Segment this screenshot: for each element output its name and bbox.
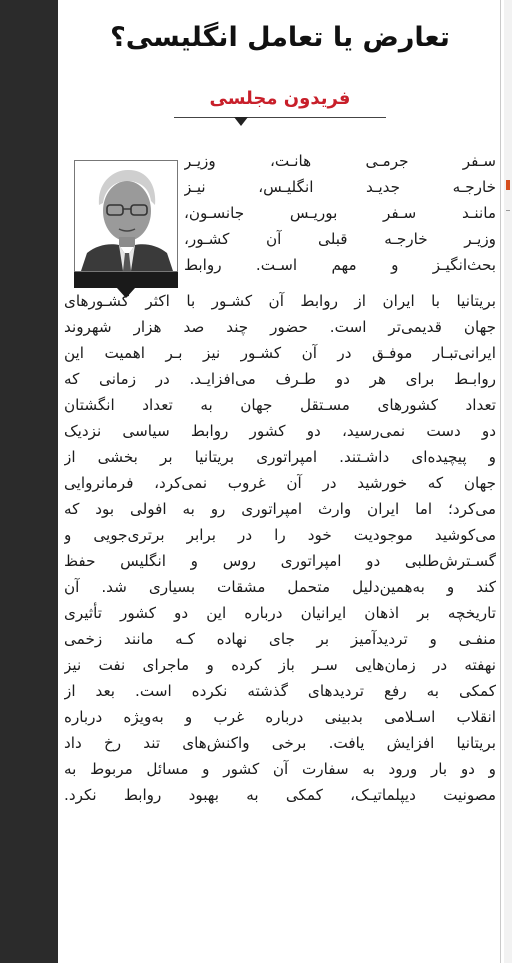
article — [64, 0, 496, 963]
article-line: منفـی و تردیدآمیز بر جای نهاده کـه مانند زخمی — [64, 630, 496, 648]
article-line: می‌کوشید موجودیت خود را در برابر برتری‌جویی و — [64, 526, 496, 544]
author-pointer-icon — [234, 117, 248, 126]
article-line: خارجـه جدیـد انگلیـس، نیـز — [184, 178, 496, 196]
article-line: مصونیت دیپلماتیـک، کمکی به بهبود روابط نکرد. — [64, 786, 496, 804]
column-divider — [500, 0, 501, 963]
article-line: روابـط برای هر دو طـرف می‌افزایـد. در زمانی که — [64, 370, 496, 388]
adjacent-column-edge — [504, 0, 512, 963]
article-line: کمکی به رفع تردیدهای گذشته نکرده است. بعد از — [64, 682, 496, 700]
adjacent-column-rule — [506, 210, 510, 211]
article-line: ماننـد سـفر بوریـس جانسـون، — [184, 204, 496, 222]
author-divider — [174, 117, 386, 118]
article-line: جهان قدیمی‌تر است. حضور چند صد هزار شهروند — [64, 318, 496, 336]
adjacent-column-accent — [506, 180, 510, 190]
article-line: کند و به‌همین‌دلیل متحمل مشقات بسیاری شد. آن — [64, 578, 496, 596]
left-dark-margin — [0, 0, 58, 963]
article-line: گسـترش‌طلبی دو امپراتوری روس و انگلیس حفظ — [64, 552, 496, 570]
article-line: دو دست نمی‌رسید، دو کشور روابط سیاسی نزدیک — [64, 422, 496, 440]
article-line: بریتانیا افزایش یافت. برخی واکنش‌های تند رخ داد — [64, 734, 496, 752]
article-line: ایرانی‌تبـار موفـق در آن کشـور نیز بـر اهمیت این — [64, 344, 496, 362]
article-title: تعارض یا تعامل انگلیسی؟ — [110, 22, 450, 53]
author-portrait-icon — [74, 160, 178, 272]
article-line: بریتانیا با ایران از روابط آن کشـور با اکثر کشـورهای — [64, 292, 496, 310]
article-line: تعداد کشورهای مسـتقل جهان به تعداد انگشتان — [64, 396, 496, 414]
article-line: وزیـر خارجـه قبلی آن کشـور، — [184, 230, 496, 248]
article-line: تاریخچه بر اذهان ایرانیان درباره این دو کشور تأثیری — [64, 604, 496, 622]
article-line: و پیچیده‌ای داشـتند. امپراتوری بریتانیا بر بخشی از — [64, 448, 496, 466]
article-line: انقلاب اسـلامی بدبینی درباره غرب و به‌ویژه درباره — [64, 708, 496, 726]
article-line: می‌کرد؛ اما ایران وارث امپراتوری رو به افولی بود که — [64, 500, 496, 518]
article-line: بحث‌انگیـز و مهم اسـت. روابط — [184, 256, 496, 274]
article-line: جهان که خورشید در آن غروب نمی‌کرد، فرمانروایی — [64, 474, 496, 492]
article-line: سـفر جرمـی هانـت، وزیـر — [184, 152, 496, 170]
article-line: و دو بار ورود به سفارت آن کشور و مسائل مربوط به — [64, 760, 496, 778]
portrait-caption-bar — [74, 272, 178, 288]
article-line: نهفته در زمان‌هایی سـر باز کرده و ماجرای نفت نیز — [64, 656, 496, 674]
author-name: فریدون مجلسی — [209, 88, 351, 109]
